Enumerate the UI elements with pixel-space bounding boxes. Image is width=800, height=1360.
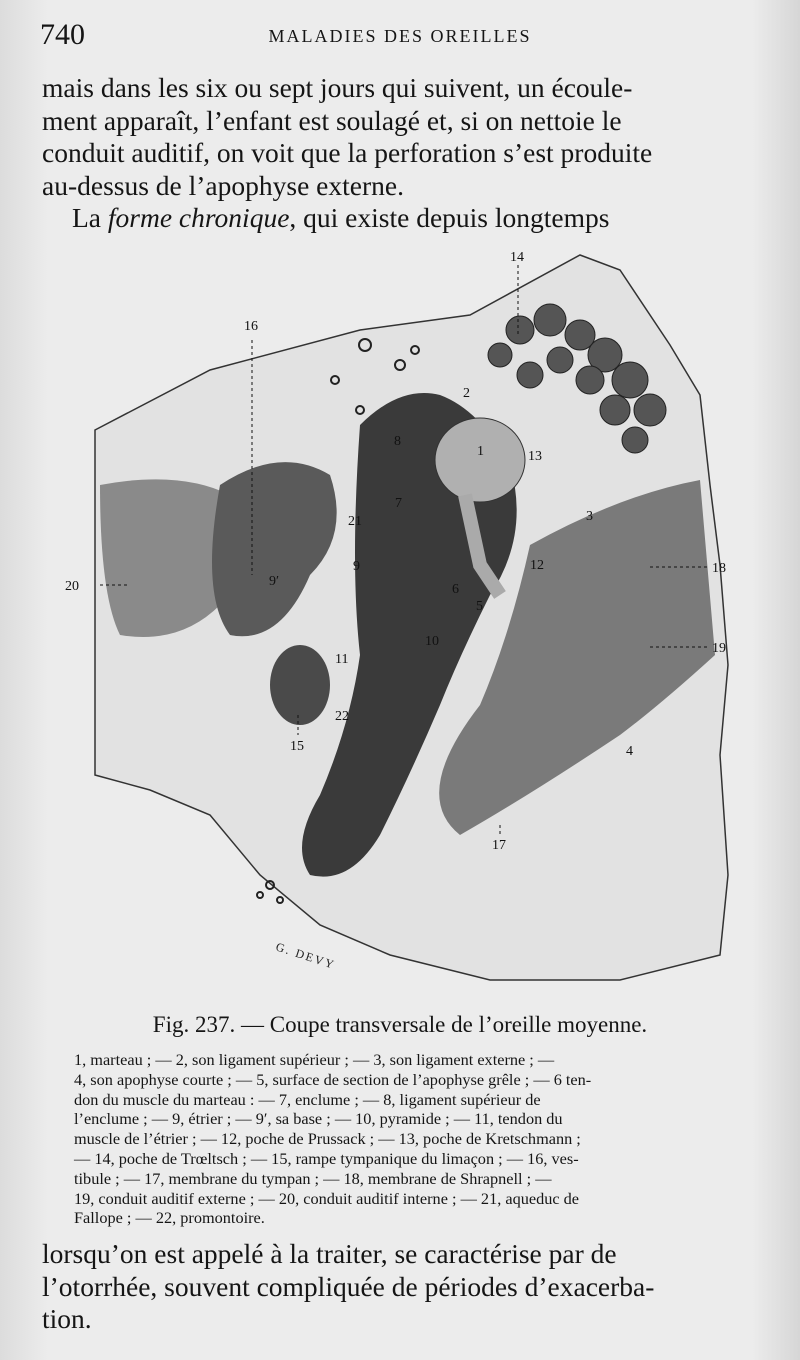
text-line — [42, 202, 772, 235]
label-9-prime: 9′ — [269, 574, 280, 589]
legend-line: — 14, poche de Trœltsch ; — 15, rampe tympanique du limaçon ; — 16, ves- — [74, 1148, 579, 1168]
legend-line: muscle de l’étrier ; — 12, poche de Prussack ; — 13, poche de Kretschmann ; — [74, 1129, 581, 1149]
label-22: 22 — [335, 709, 349, 724]
label-11: 11 — [335, 652, 349, 667]
label-12: 12 — [530, 558, 544, 573]
label-18: 18 — [712, 561, 726, 576]
text-run: La — [72, 202, 108, 233]
label-7: 7 — [395, 496, 402, 511]
legend-line: 4, son apophyse courte ; — 5, surface de section de l’apophyse grêle ; — 6 ten- — [74, 1069, 592, 1089]
text-line: l’otorrhée, souvent compliquée de périodes d’exacerba- — [42, 1270, 655, 1302]
italic-term: forme chronique — [107, 202, 290, 233]
legend-line: 19, conduit auditif externe ; — 20, conduit auditif interne ; — 21, aqueduc de — [74, 1188, 580, 1208]
cochlea-shape — [270, 645, 330, 725]
label-13: 13 — [528, 449, 542, 464]
figure-caption: Fig. 237. — Coupe transversale de l’oreille moyenne. — [152, 1012, 648, 1037]
page-number: 740 — [40, 18, 85, 51]
bottom-paragraph — [42, 1238, 772, 1336]
text-line: mais dans les six ou sept jours qui suivent, un écoule- — [42, 72, 633, 103]
label-10: 10 — [425, 634, 439, 649]
label-3: 3 — [586, 509, 593, 524]
label-17: 17 — [492, 838, 506, 853]
label-19: 19 — [712, 641, 726, 656]
legend-line: don du muscle du marteau : — 7, enclume ; — 8, ligament supérieur de — [74, 1089, 541, 1109]
legend-line: tibule ; — 17, membrane du tympan ; — 18, membrane de Shrapnell ; — — [74, 1168, 552, 1188]
running-head: MALADIES DES OREILLES — [268, 26, 532, 46]
top-paragraph — [42, 72, 772, 235]
legend-line: Fallope ; — 22, promontoire. — [74, 1208, 265, 1228]
page-header — [40, 18, 760, 58]
label-16: 16 — [244, 319, 258, 334]
legend-line: l’enclume ; — 9, étrier ; — 9′, sa base ; — 10, pyramide ; — 11, tendon du — [74, 1109, 563, 1129]
label-6: 6 — [452, 582, 459, 597]
malleus-head — [435, 418, 525, 502]
engraver-signature: G. DEVY — [274, 939, 338, 973]
middle-ear-section-illustration — [60, 235, 770, 1005]
label-15: 15 — [290, 739, 304, 754]
anatomical-figure — [60, 235, 770, 1005]
label-2: 2 — [463, 386, 470, 401]
figure-legend — [74, 1050, 770, 1228]
text-line: au-dessus de l’apophyse externe. — [42, 169, 404, 201]
label-8: 8 — [394, 434, 401, 449]
label-5: 5 — [476, 599, 483, 614]
label-20: 20 — [65, 579, 79, 594]
label-9: 9 — [353, 559, 360, 574]
text-run: , qui existe depuis longtemps — [289, 202, 610, 233]
text-line: lorsqu’on est appelé à la traiter, se caractérise par de — [42, 1238, 617, 1269]
text-line: conduit auditif, on voit que la perforation s’est produite — [42, 137, 653, 168]
text-line: ment apparaît, l’enfant est soulagé et, si on nettoie le — [42, 104, 622, 136]
legend-line: 1, marteau ; — 2, son ligament supérieur ; — 3, son ligament externe ; — — [74, 1050, 555, 1069]
label-14: 14 — [510, 250, 524, 265]
label-21: 21 — [348, 514, 362, 529]
text-line: tion. — [42, 1303, 92, 1334]
label-4: 4 — [626, 744, 633, 759]
label-1: 1 — [477, 444, 484, 459]
